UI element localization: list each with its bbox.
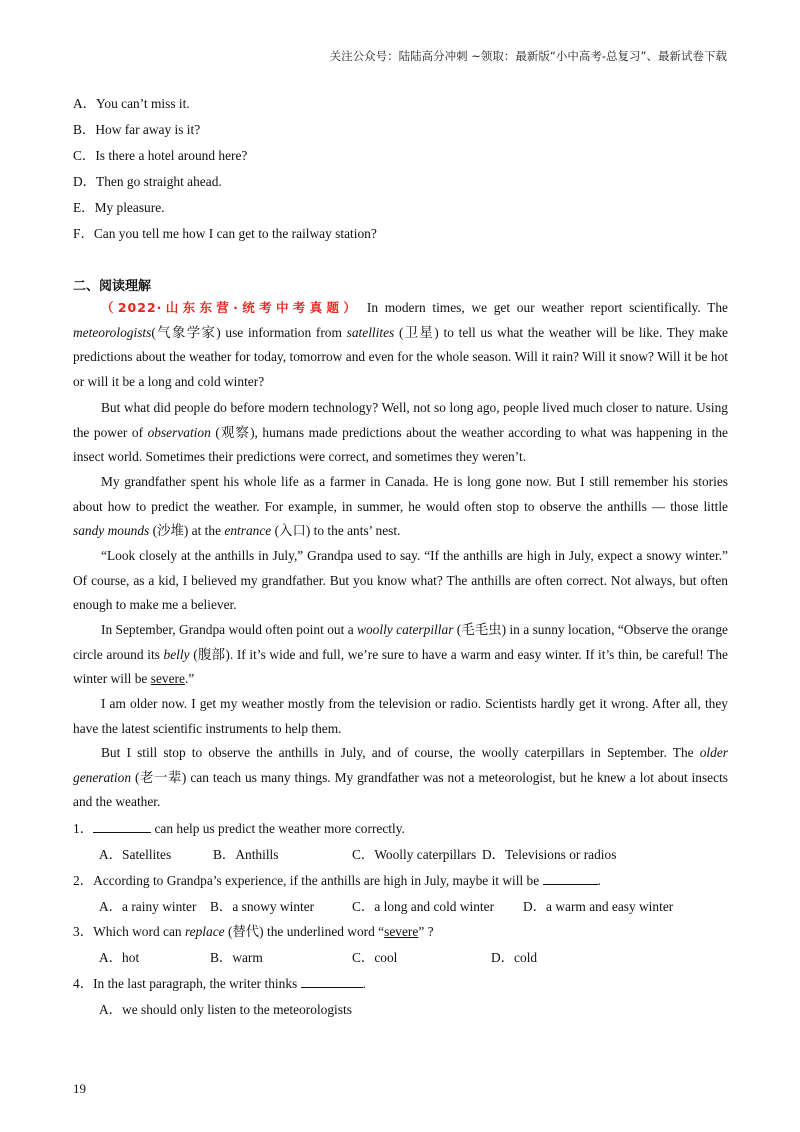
term-replace: replace [184,924,225,939]
answer-blank [93,820,151,833]
term-belly: belly [163,646,190,662]
answer-blank [301,975,363,988]
question-source: （2022·山东东营·统考中考真题） [101,300,361,315]
page-header: 关注公众号：陆陆高分冲刺 ~领取：最新版“小中高考-总复习”、最新试卷下载 [329,49,727,63]
question-4: 4．In the last paragraph, the writer thinks . [73,976,366,991]
term-sandy-mounds: sandy mounds [73,523,150,539]
option-b: B．Anthills [213,847,279,862]
passage-paragraph-2: But what did people do before modern technology? Well, not so long ago, people lived much closer to nature. Using the power of observation (观察), humans made predictions about the weather according to what was happening in the insect world. Sometimes their predictions were correct, and sometimes they weren’t. [73,400,728,465]
option-a: A．hot [99,950,140,965]
dialogue-option-c: C．Is there a hotel around here? [73,148,248,163]
dialogue-option-f: F．Can you tell me how I can get to the railway station? [73,226,377,241]
option-b: B．warm [210,950,263,965]
term-woolly-caterpillar: woolly caterpillar [357,622,454,637]
option-a: A．a rainy winter [99,899,197,914]
passage-paragraph-4: “Look closely at the anthills in July,” Grandpa used to say. “If the anthills are high in July, expect a snowy winter.” Of course, as a kid, I believed my grandfather. But you know what? The anthills are often correct. Not always, but often enough to make me a believer. [73,548,728,613]
term-older-generation: older generation [73,745,728,785]
underlined-word-severe: severe [384,924,419,939]
answer-blank [543,872,598,885]
option-c: C．Woolly caterpillars [352,847,477,862]
section-title: 二、阅读理解 [73,279,152,294]
option-c: C．a long and cold winter [352,899,495,914]
term-meteorologists: meteorologists [73,324,152,340]
passage-paragraph-1: （2022·山东东营·统考中考真题） In modern times, we get our weather report scientifically. The meteorologists(气象学家) use information from satellites (卫星) to tell us what the weather will be like. They make predictions about the weather for today, tomorrow and even for the whole season. Will it rain? Will it snow? Will it be hot or will it be a long and cold winter? [73,300,728,389]
page-number: 19 [73,1081,86,1096]
dialogue-option-e: E．My pleasure. [73,200,165,215]
option-a: A．we should only listen to the meteorologists [99,1002,352,1017]
option-d: D．Televisions or radios [482,847,617,862]
passage-paragraph-7: But I still stop to observe the anthills in July, and of course, the woolly caterpillars in September. The older generation (老一辈) can teach us many things. My grandfather was not a meteorologist, but he knew a lot about insects and the weather. [73,745,728,810]
dialogue-option-a: A．You can’t miss it. [73,96,190,111]
option-a: A．Satellites [99,847,172,862]
underlined-word-severe: severe [150,671,185,687]
dialogue-option-d: D．Then go straight ahead. [73,174,222,189]
option-b: B．a snowy winter [210,899,315,914]
question-1: 1． can help us predict the weather more correctly. [73,821,405,836]
question-2: 2．According to Grandpa’s experience, if the anthills are high in July, maybe it will be . [73,873,601,888]
term-satellites: satellites [346,324,395,340]
option-d: D．cold [491,950,538,965]
passage-paragraph-3: My grandfather spent his whole life as a farmer in Canada. He is long gone now. But I still remember his stories about how to predict the weather. For example, in summer, he would often stop to observe the anthills — those little sandy mounds (沙堆) at the entrance (入口) to the ants’ nest. [73,474,728,539]
dialogue-option-b: B．How far away is it? [73,122,201,137]
option-c: C．cool [352,950,398,965]
passage-paragraph-5: In September, Grandpa would often point out a woolly caterpillar (毛毛虫) in a sunny location, “Observe the orange circle around its belly (腹部). If it’s wide and full, we’re sure to have a warm and easy winter. If it’s thin, be careful! The winter will be severe.” [73,622,729,687]
term-entrance: entrance [224,523,272,539]
term-observation: observation [147,424,211,440]
question-3: 3．Which word can replace (替代) the underlined word “severe” ? [73,924,434,939]
option-d: D．a warm and easy winter [523,899,674,914]
passage-paragraph-6: I am older now. I get my weather mostly from the television or radio. Scientists hardly get it wrong. After all, they have the latest scientific instruments to help them. [73,696,728,736]
